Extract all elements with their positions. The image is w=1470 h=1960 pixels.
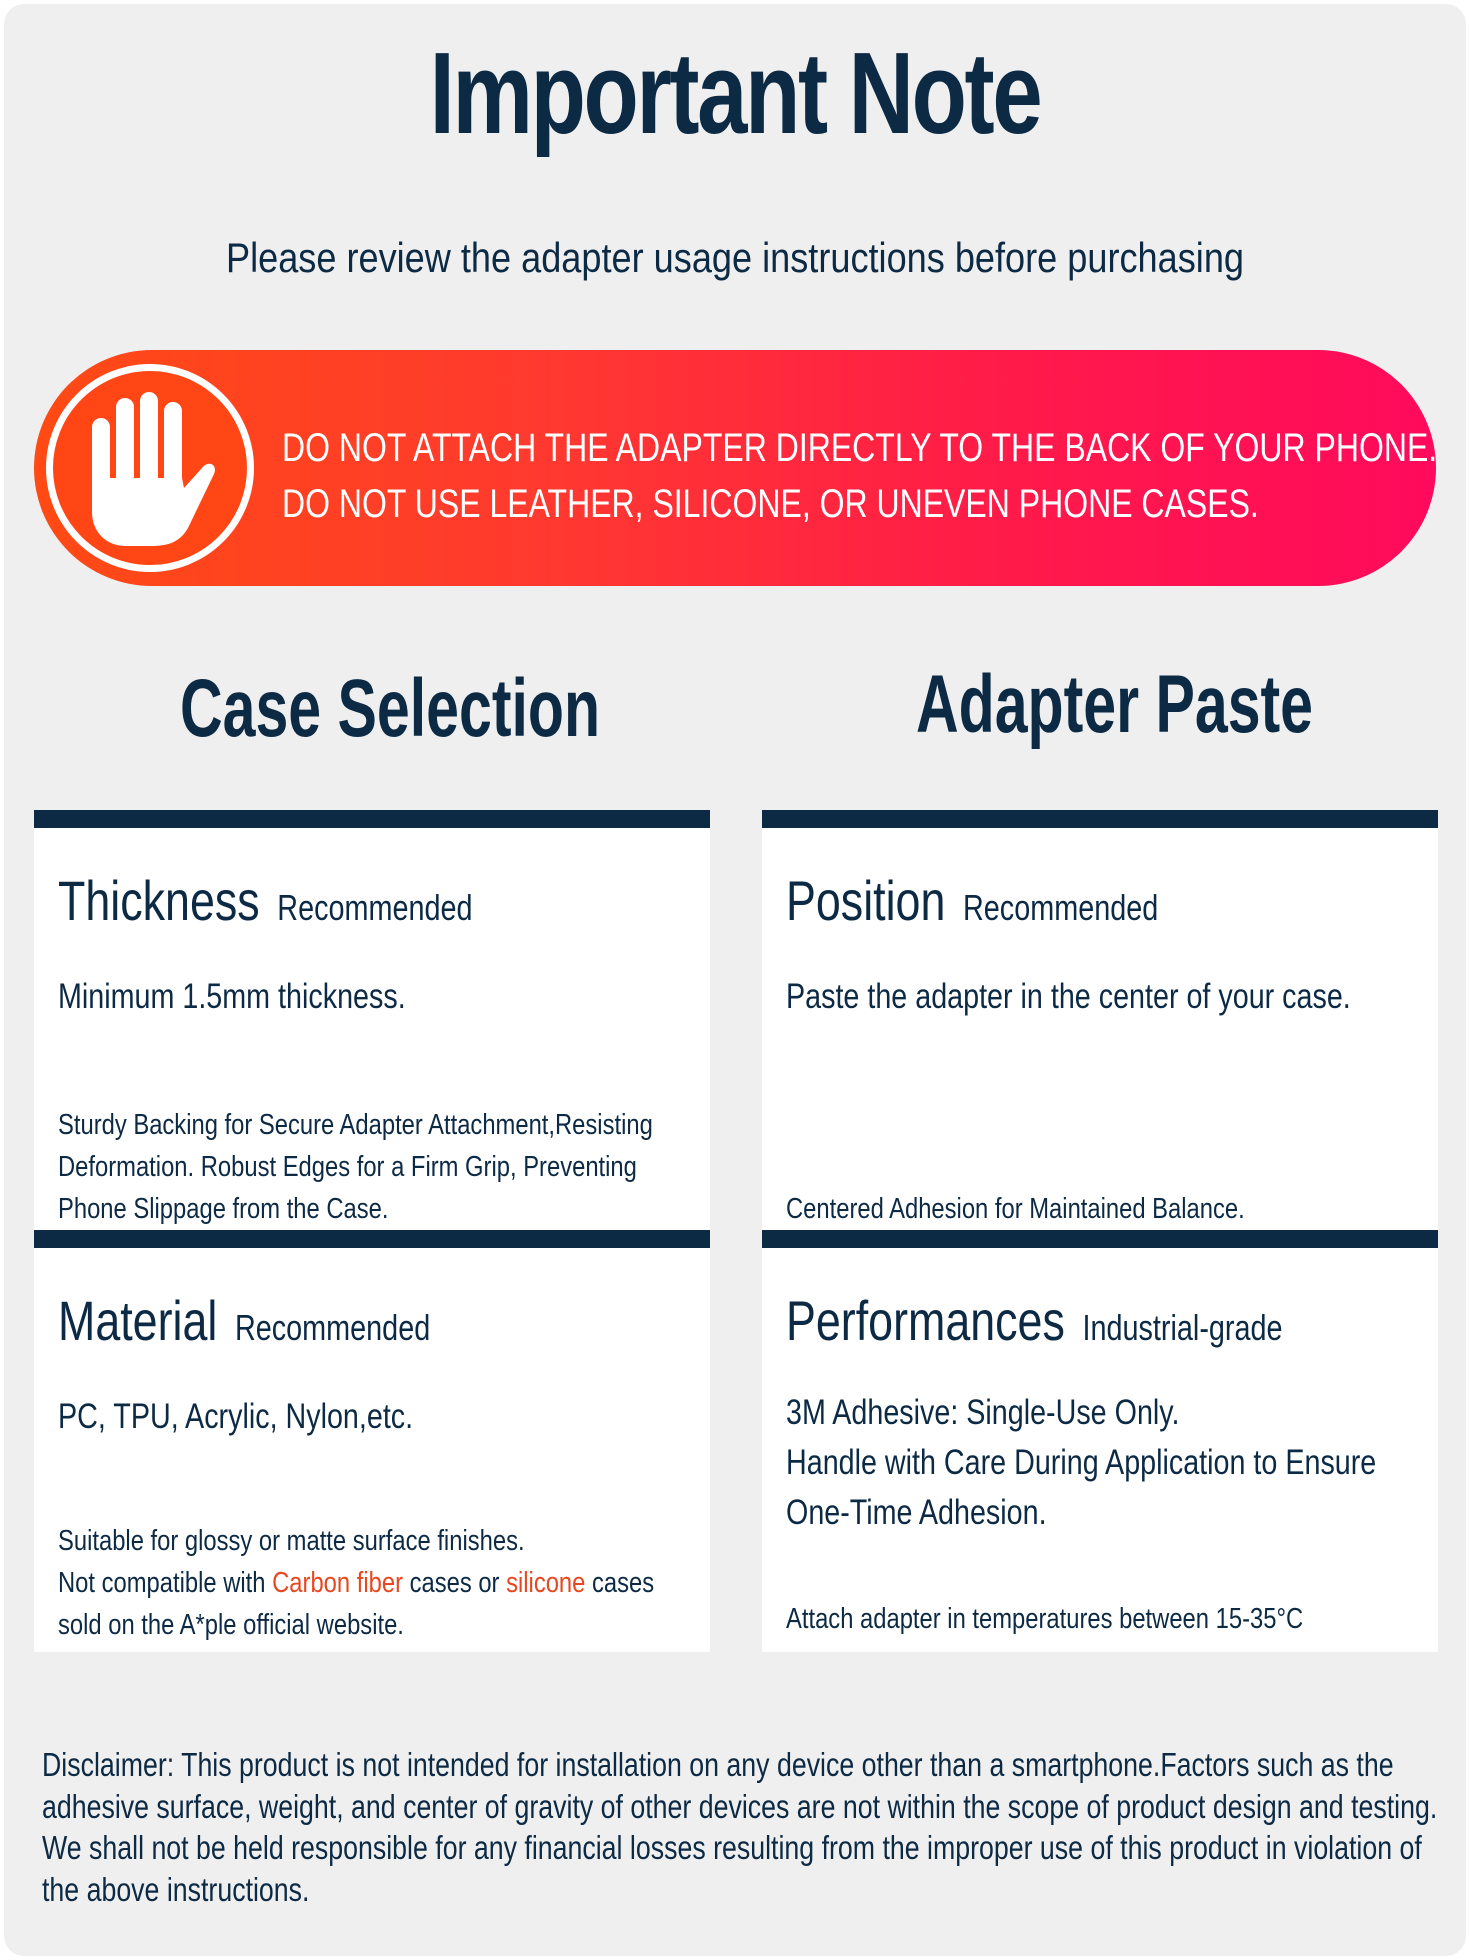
card-note-line: Sturdy Backing for Secure Adapter Attachment,Resisting bbox=[58, 1109, 653, 1141]
card-note-line: Suitable for glossy or matte surface finishes. bbox=[58, 1525, 525, 1557]
card-title-row bbox=[786, 1288, 1283, 1353]
warning-banner bbox=[34, 350, 1436, 586]
warning-line-1: DO NOT ATTACH THE ADAPTER DIRECTLY TO THE BACK OF YOUR PHONE. bbox=[282, 426, 1438, 470]
note-text: cases bbox=[585, 1567, 655, 1599]
page bbox=[4, 4, 1466, 1956]
card-lead: Minimum 1.5mm thickness. bbox=[58, 977, 406, 1016]
card-material bbox=[34, 1230, 710, 1652]
warning-text bbox=[282, 420, 1438, 532]
card-note-line: sold on the A*ple official website. bbox=[58, 1609, 404, 1641]
card-title: Material bbox=[58, 1289, 218, 1352]
section-heading-adapter-paste: Adapter Paste bbox=[916, 659, 1314, 750]
card-performances bbox=[762, 1230, 1438, 1652]
disclaimer-line: Disclaimer: This product is not intended for installation on any device other than a smartphone.Factors such as the bbox=[42, 1746, 1394, 1783]
card-lead-line: Handle with Care During Application to Ensure bbox=[786, 1443, 1377, 1482]
card-tag: Recommended bbox=[234, 1307, 431, 1348]
highlight-carbon-fiber: Carbon fiber bbox=[272, 1567, 403, 1599]
card-tag: Recommended bbox=[277, 887, 473, 928]
card-note: Attach adapter in temperatures between 15-35°C bbox=[786, 1603, 1304, 1635]
card-lead bbox=[786, 1388, 1376, 1538]
card-title-row bbox=[786, 868, 1158, 933]
stop-hand-icon bbox=[46, 364, 254, 572]
card-note-line bbox=[58, 1562, 654, 1604]
note-text: cases or bbox=[402, 1567, 507, 1599]
page-subtitle: Please review the adapter usage instructions before purchasing bbox=[226, 234, 1244, 281]
hand-icon bbox=[80, 388, 220, 548]
page-title: Important Note bbox=[429, 28, 1041, 158]
card-note-line: Phone Slippage from the Case. bbox=[58, 1193, 389, 1225]
section-heading-case-selection: Case Selection bbox=[180, 663, 601, 754]
card-note-line: Deformation. Robust Edges for a Firm Grip, Preventing bbox=[58, 1151, 637, 1183]
card-thickness bbox=[34, 810, 710, 1236]
card-note: Centered Adhesion for Maintained Balance. bbox=[786, 1193, 1245, 1225]
card-title: Performances bbox=[786, 1289, 1065, 1352]
card-lead: Paste the adapter in the center of your case. bbox=[786, 977, 1351, 1016]
highlight-silicone: silicone bbox=[506, 1567, 586, 1599]
disclaimer-line: We shall not be held responsible for any financial losses resulting from the improper use of this product in violation of bbox=[42, 1829, 1422, 1866]
warning-line-2: DO NOT USE LEATHER, SILICONE, OR UNEVEN PHONE CASES. bbox=[282, 482, 1259, 526]
card-title-row bbox=[58, 1288, 430, 1353]
disclaimer bbox=[42, 1744, 1460, 1910]
card-lead-line: 3M Adhesive: Single-Use Only. bbox=[786, 1393, 1180, 1432]
card-position bbox=[762, 810, 1438, 1236]
card-note bbox=[58, 1104, 653, 1230]
card-title: Thickness bbox=[58, 869, 260, 932]
note-text: Not compatible with bbox=[58, 1567, 273, 1599]
card-tag: Industrial-grade bbox=[1082, 1307, 1283, 1348]
disclaimer-line: adhesive surface, weight, and center of gravity of other devices are not within the scope of product design and testing. bbox=[42, 1787, 1438, 1825]
card-title-row bbox=[58, 868, 473, 933]
card-note bbox=[58, 1520, 654, 1646]
disclaimer-line: the above instructions. bbox=[42, 1870, 310, 1908]
card-lead: PC, TPU, Acrylic, Nylon,etc. bbox=[58, 1397, 414, 1436]
card-tag: Recommended bbox=[962, 887, 1159, 928]
card-title: Position bbox=[786, 869, 946, 932]
card-lead-line: One-Time Adhesion. bbox=[786, 1493, 1047, 1532]
